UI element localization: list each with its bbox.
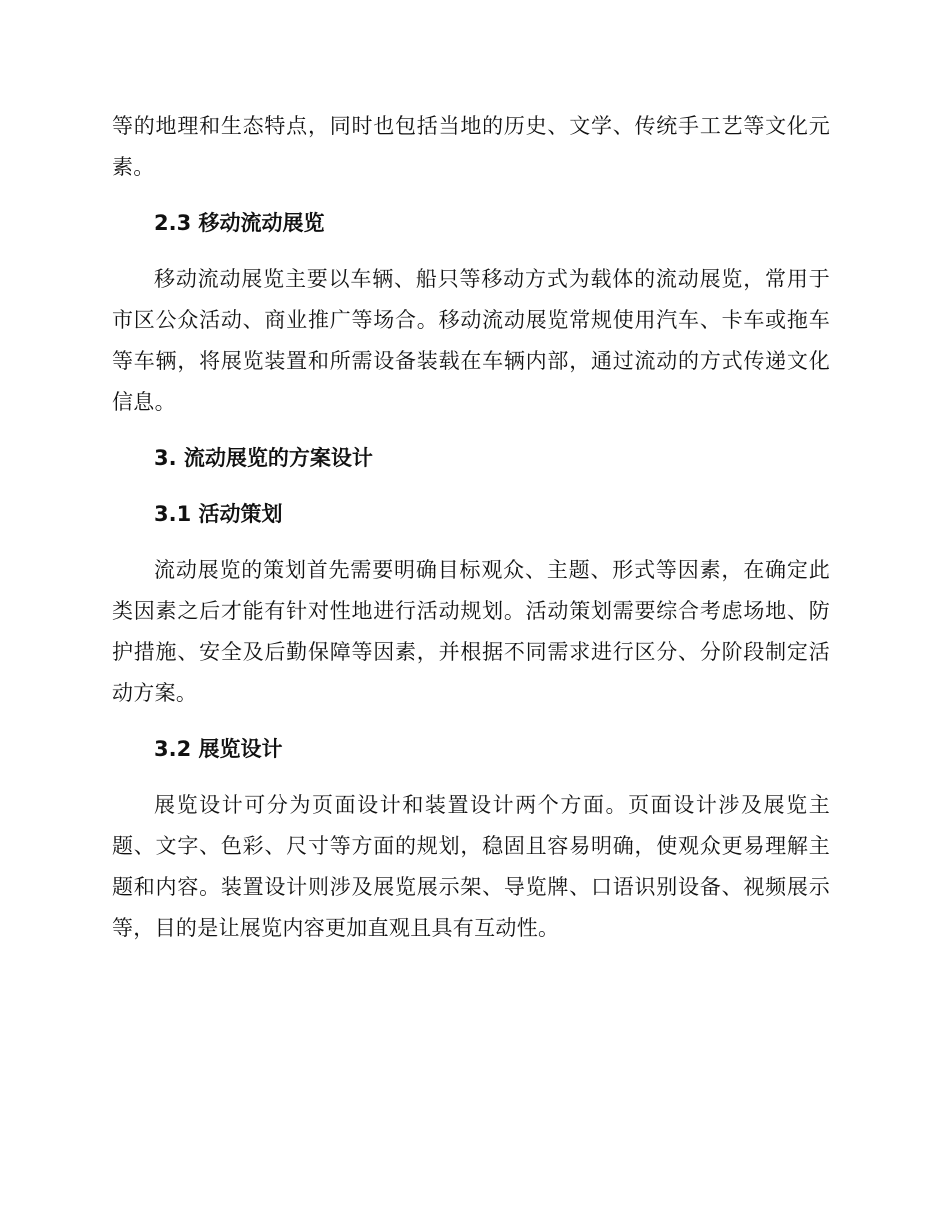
spacer [112,244,830,259]
section-3-heading: 3. 流动展览的方案设计 [154,446,373,470]
section-3-2-paragraph: 展览设计可分为页面设计和装置设计两个方面。页面设计涉及展览主题、文字、色彩、尺寸等方面的规划，稳固且容易明确，使观众更易理解主题和内容。装置设计则涉及展览展示架、导览牌、口语识别设备、视频展示等，目的是让展览内容更加直观且具有互动性。 [112,793,830,940]
spacer [112,714,830,729]
spacer [112,479,830,494]
section-2-3-heading: 2.3 移动流动展览 [154,211,325,235]
section-3-1-paragraph: 流动展览的策划首先需要明确目标观众、主题、形式等因素，在确定此类因素之后才能有针对性地进行活动规划。活动策划需要综合考虑场地、防护措施、安全及后勤保障等因素，并根据不同需求进行区分、分阶段制定活动方案。 [112,558,830,705]
spacer [112,188,830,203]
spacer [112,770,830,785]
section-3-1-heading: 3.1 活动策划 [154,502,283,526]
spacer [112,535,830,550]
intro-continuation-paragraph: 等的地理和生态特点，同时也包括当地的历史、文学、传统手工艺等文化元素。 [112,114,830,179]
section-3-2-heading: 3.2 展览设计 [154,737,283,761]
section-2-3-paragraph: 移动流动展览主要以车辆、船只等移动方式为载体的流动展览，常用于市区公众活动、商业推广等场合。移动流动展览常规使用汽车、卡车或拖车等车辆，将展览装置和所需设备装载在车辆内部，通过流动的方式传递文化信息。 [112,267,830,414]
document-body [112,106,830,949]
spacer [112,423,830,438]
